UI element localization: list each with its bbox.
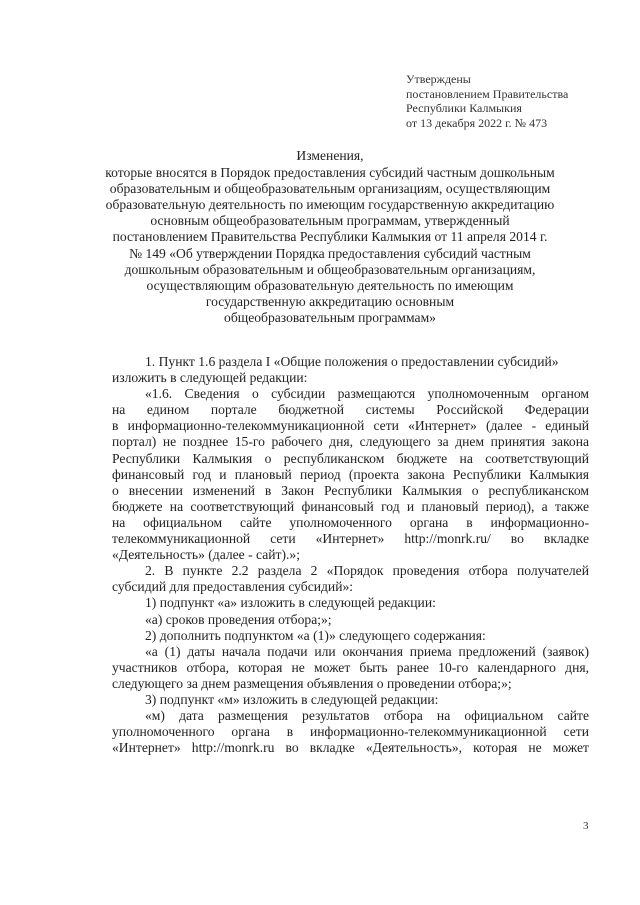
paragraph-line: субсидий для предоставления субсидий»:: [112, 579, 354, 595]
document-title: [60, 148, 600, 326]
approval-line: Утверждены: [406, 72, 471, 86]
title-line: основным общеобразовательным программам, утвержденный: [150, 213, 510, 229]
paragraph-line: Республики Калмыкия о республиканском бюджете на соответствующий: [112, 450, 589, 466]
paragraph-line: участников отбора, которая не может быть ранее 10-го календарного дня,: [112, 659, 589, 675]
paragraph-line: уполномоченного органа в информационно-телекоммуникационной сети: [112, 724, 589, 740]
paragraph-line: в информационно-телекоммуникационной сети «Интернет» (далее - единый: [112, 418, 589, 434]
paragraph-line: 2. В пункте 2.2 раздела 2 «Порядок проведения отбора получателей: [145, 563, 589, 579]
paragraph-line: о внесении изменений в Закон Республики Калмыкия о республиканском: [112, 482, 589, 498]
title-line: дошкольным образовательным и общеобразовательным организациям,: [124, 261, 536, 277]
paragraph-line: на едином портале бюджетной системы Российской Федерации: [112, 402, 589, 418]
paragraph-line: 3) подпункт «м» изложить в следующей редакции:: [145, 691, 439, 707]
paragraph-line: 2) дополнить подпунктом «а (1)» следующего содержания:: [145, 627, 486, 643]
paragraph-line: изложить в следующей редакции:: [112, 370, 308, 386]
title-line: общеобразовательным программам»: [224, 309, 436, 325]
title-line: образовательную деятельность по имеющим государственную аккредитацию: [105, 197, 555, 213]
approval-line: постановлением Правительства: [406, 86, 569, 101]
paragraph-line: «Деятельность» (далее - сайт).»;: [112, 547, 300, 563]
title-line: образовательным и общеобразовательным организациям, осуществляющим: [109, 181, 551, 197]
approval-line: от 13 декабря 2022 г. № 473: [406, 116, 548, 131]
title-line: № 149 «Об утверждении Порядка предоставления субсидий частным: [129, 245, 531, 261]
paragraph-line: «Интернет» http://monrk.ru во вкладке «Деятельность», которая не может: [112, 740, 589, 756]
paragraph-line: 1) подпункт «а» изложить в следующей редакции:: [145, 595, 436, 611]
page-number: 3: [583, 820, 589, 832]
paragraph-line: «а (1) даты начала подачи или окончания приема предложений (заявок): [145, 643, 589, 659]
paragraph-line: телекоммуникационной сети «Интернет» http://monrk.ru/ во вкладке: [112, 531, 589, 547]
title-heading: Изменения,: [296, 148, 364, 163]
paragraph-line: на официальном сайте уполномоченного органа в информационно-: [112, 514, 589, 530]
paragraph-line: «м) дата размещения результатов отбора на официальном сайте: [145, 708, 589, 724]
paragraph-line: финансовый год и плановый период (проекта закона Республики Калмыкия: [112, 466, 589, 482]
title-line: которые вносятся в Порядок предоставления субсидий частным дошкольным: [105, 165, 555, 181]
approval-stamp: [406, 72, 621, 131]
paragraph-line: 1. Пункт 1.6 раздела I «Общие положения о предоставлении субсидий»: [145, 354, 559, 369]
paragraph-line: «а) сроков проведения отбора;»;: [145, 611, 332, 627]
paragraph-line: бюджете на соответствующий финансовый год и плановый период), а также: [112, 498, 589, 514]
title-line: государственную аккредитацию основным: [205, 293, 455, 309]
title-line: постановлением Правительства Республики Калмыкия от 11 апреля 2014 г.: [112, 229, 548, 245]
paragraph-line: следующего за днем размещения объявления о проведении отбора;»;: [112, 675, 512, 691]
approval-line: Республики Калмыкия: [406, 101, 522, 116]
paragraph-line: портал) не позднее 15-го рабочего дня, следующего за днем принятия закона: [112, 434, 589, 450]
title-line: осуществляющим образовательную деятельность по имеющим: [146, 277, 514, 293]
paragraph-line: «1.6. Сведения о субсидии размещаются уполномоченным органом: [145, 386, 589, 402]
document-body: [112, 354, 589, 756]
